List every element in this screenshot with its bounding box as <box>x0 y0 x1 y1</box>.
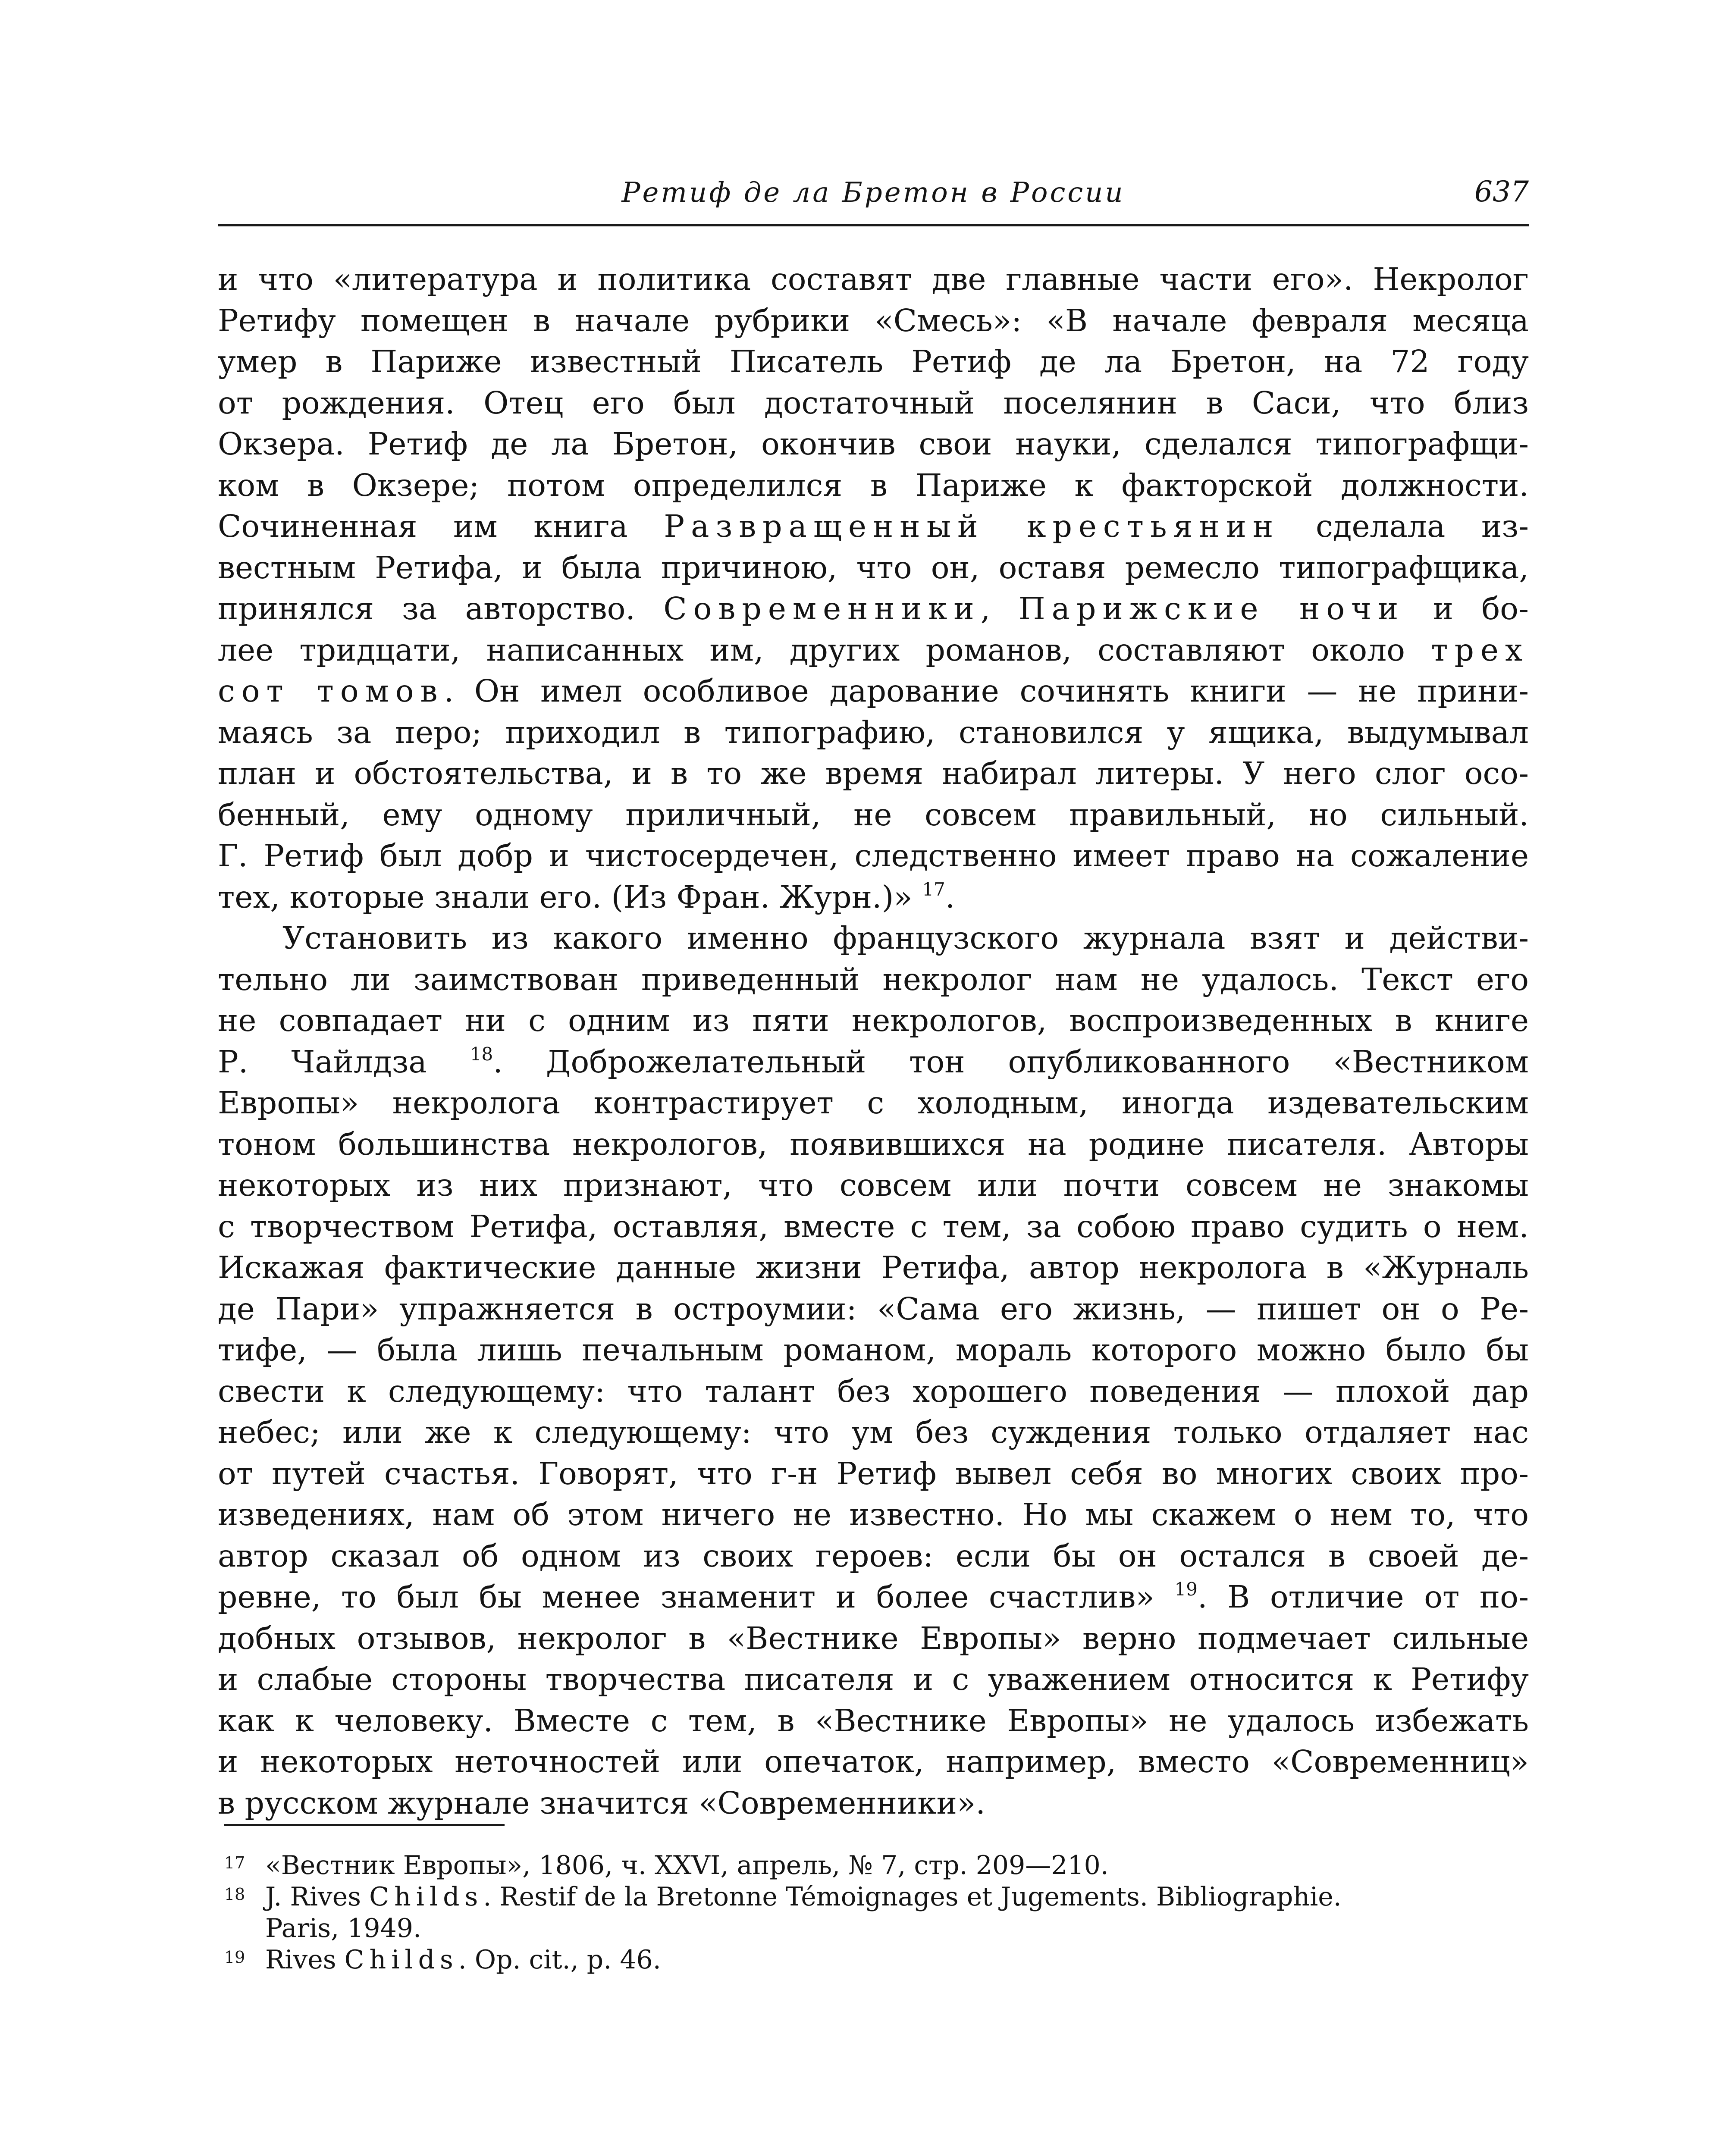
text-line <box>218 1412 1529 1453</box>
text-line <box>218 259 1529 300</box>
text-line <box>218 877 1529 918</box>
text-run: ревне, то был бы менее знаменит и более счастлив» <box>218 1579 1175 1615</box>
text-line <box>218 1165 1529 1206</box>
text-run: , <box>980 591 1019 627</box>
spaced-emphasis: Развращенный крестьянин <box>664 508 1280 544</box>
footnote-ref: 17 <box>922 878 945 900</box>
text-line <box>218 1247 1529 1288</box>
text-run: маясь за перо; приходил в типографию, становился у ящика, выдумывал <box>218 714 1529 750</box>
text-run: сделала из- <box>1280 508 1529 544</box>
footnote-line <box>265 1913 1529 1944</box>
spaced-emphasis: Childs <box>369 1882 483 1912</box>
text-line <box>218 1494 1529 1536</box>
text-run: Окзера. Ретиф де ла Бретон, окончив свои науки, сделался типографщи- <box>218 426 1529 462</box>
text-run: изведениях, нам об этом ничего не известно. Но мы скажем о нем то, что <box>218 1497 1529 1532</box>
footnote <box>224 1881 1529 1944</box>
text-line <box>218 753 1529 794</box>
text-run: Г. Ретиф был добр и чистосердечен, следственно имеет право на сожаление <box>218 838 1529 874</box>
text-run: . Доброжелательный тон опубликованного «Вестником <box>493 1044 1529 1080</box>
text-run: и бо- <box>1405 591 1529 627</box>
footnote-number: 17 <box>224 1853 245 1872</box>
text-run: J. Rives <box>265 1882 370 1912</box>
footnote-ref: 19 <box>1174 1579 1198 1600</box>
text-run: . <box>945 879 955 915</box>
text-run: небес; или же к следующему: что ум без суждения только отдаляет нас <box>218 1414 1529 1450</box>
text-run: как к человеку. Вместе с тем, в «Вестнике Европы» не удалось избежать <box>218 1702 1529 1739</box>
spaced-emphasis: трех <box>1431 632 1529 668</box>
text-line <box>218 382 1529 424</box>
text-run: и слабые стороны творчества писателя и с уважением относится к Ретифу <box>218 1661 1529 1697</box>
text-line <box>218 1371 1529 1412</box>
text-line <box>218 835 1529 877</box>
text-line <box>218 959 1529 1000</box>
footnote-number: 19 <box>224 1948 245 1967</box>
footnote-rule <box>224 1824 505 1826</box>
text-run: ком в Окзере; потом определился в Париже к факторской должности. <box>218 467 1529 503</box>
text-run: автор сказал об одном из своих героев: если бы он остался в своей де- <box>218 1538 1529 1574</box>
text-run: Европы» некролога контрастирует с холодным, иногда издевательским <box>218 1085 1529 1121</box>
text-line <box>218 1329 1529 1371</box>
text-run: Paris, 1949. <box>265 1913 422 1943</box>
text-line <box>218 1041 1529 1083</box>
text-run: тех, которые знали его. (Из Фран. Журн.)» <box>218 879 922 915</box>
footnote-line <box>265 1881 1529 1913</box>
text-line <box>218 1618 1529 1659</box>
footnote-number: 18 <box>224 1885 245 1904</box>
text-run: умер в Париже известный Писатель Ретиф де ла Бретон, на 72 году <box>218 344 1529 379</box>
text-run: и что «литература и политика составят две главные части его». Некролог <box>218 261 1529 297</box>
running-title: Ретиф де ла Бретон в России <box>621 177 1125 209</box>
spaced-emphasis: Childs <box>344 1945 458 1975</box>
text-run: де Пари» упражняется в остроумии: «Сама его жизнь, — пишет он о Ре- <box>218 1291 1529 1327</box>
spaced-emphasis: сот томов <box>218 673 444 709</box>
text-line <box>218 1536 1529 1577</box>
text-line <box>218 1082 1529 1124</box>
page-number: 637 <box>1474 175 1529 208</box>
text-run: «Вестник Европы», 1806, ч. XXVI, апрель, № 7, стр. 209—210. <box>265 1850 1109 1880</box>
text-run: . Он имел особливое дарование сочинять книги — не прини- <box>444 673 1529 709</box>
spaced-emphasis: Современники <box>663 591 981 627</box>
text-line <box>218 465 1529 506</box>
text-line <box>218 1288 1529 1330</box>
paragraph-1 <box>218 259 1529 918</box>
footnote <box>224 1944 1529 1976</box>
text-line <box>218 588 1529 630</box>
text-line <box>218 1700 1529 1742</box>
text-line <box>218 1741 1529 1783</box>
text-line <box>218 1000 1529 1041</box>
text-line <box>218 423 1529 465</box>
text-run: Сочиненная им книга <box>218 508 664 544</box>
text-line <box>218 712 1529 753</box>
text-run: Искажая фактические данные жизни Ретифа, автор некролога в «Журналь <box>218 1250 1529 1285</box>
text-line <box>218 1659 1529 1700</box>
text-run: тельно ли заимствован приведенный некролог нам не удалось. Текст его <box>218 961 1529 997</box>
text-run: Ретифу помещен в начале рубрики «Смесь»: «В начале февраля месяца <box>218 302 1529 338</box>
text-run: в русском журнале значится «Современники». <box>218 1785 985 1821</box>
text-run: принялся за авторство. <box>218 591 664 627</box>
footnote-ref: 18 <box>470 1043 493 1065</box>
text-run: лее тридцати, написанных им, других романов, составляют около <box>218 632 1431 668</box>
text-line <box>218 1124 1529 1165</box>
text-run: Р. Чайлдза <box>218 1044 470 1080</box>
text-run: от рождения. Отец его был достаточный поселянин в Саси, что близ <box>218 385 1529 421</box>
text-run: и некоторых неточностей или опечаток, например, вместо «Современниц» <box>218 1744 1529 1780</box>
text-run: тоном большинства некрологов, появившихся на родине писателя. Авторы <box>218 1126 1529 1162</box>
text-line <box>218 630 1529 671</box>
text-line <box>218 918 1529 959</box>
footnote-line <box>265 1944 1529 1976</box>
text-run: свести к следующему: что талант без хорошего поведения — плохой дар <box>218 1373 1529 1409</box>
text-line <box>218 1206 1529 1247</box>
text-line <box>218 1576 1529 1618</box>
spaced-emphasis: Парижские ночи <box>1018 591 1405 627</box>
text-line <box>218 341 1529 382</box>
text-run: Установить из какого именно французского журнала взят и действи- <box>282 920 1529 956</box>
paragraph-2 <box>218 918 1529 1824</box>
text-line <box>218 1783 1529 1824</box>
text-run: . В отличие от по- <box>1197 1579 1529 1615</box>
text-run: бенный, ему одному приличный, не совсем правильный, но сильный. <box>218 796 1529 833</box>
text-run: вестным Ретифа, и была причиною, что он, оставя ремесло типографщика, <box>218 549 1529 586</box>
text-run: план и обстоятельства, и в то же время набирал литеры. У него слог осо- <box>218 755 1529 791</box>
text-run: добных отзывов, некролог в «Вестнике Европы» верно подмечает сильные <box>218 1620 1529 1656</box>
text-run: . Op. cit., p. 46. <box>458 1945 661 1975</box>
running-head <box>218 172 1529 220</box>
footnote <box>224 1850 1529 1881</box>
text-line <box>218 1453 1529 1495</box>
footnotes <box>224 1850 1529 1976</box>
text-line <box>218 547 1529 589</box>
text-run: Rives <box>265 1945 345 1975</box>
header-rule <box>218 224 1529 226</box>
text-run: от путей счастья. Говорят, что г-н Ретиф вывел себя во многих своих про- <box>218 1455 1529 1492</box>
text-line <box>218 671 1529 712</box>
text-line <box>218 300 1529 342</box>
text-run: с творчеством Ретифа, оставляя, вместе с тем, за собою право судить о нем. <box>218 1208 1529 1244</box>
text-run: тифе, — была лишь печальным романом, мораль которого можно было бы <box>218 1332 1529 1368</box>
text-line <box>218 794 1529 836</box>
text-run: . Restif de la Bretonne Témoignages et Jugements. Bibliographie. <box>483 1882 1342 1912</box>
footnote-line <box>265 1850 1529 1881</box>
text-line <box>218 506 1529 547</box>
main-text <box>218 259 1529 1824</box>
text-run: некоторых из них признают, что совсем или почти совсем не знакомы <box>218 1167 1529 1203</box>
text-run: не совпадает ни с одним из пяти некрологов, воспроизведенных в книге <box>218 1003 1529 1038</box>
